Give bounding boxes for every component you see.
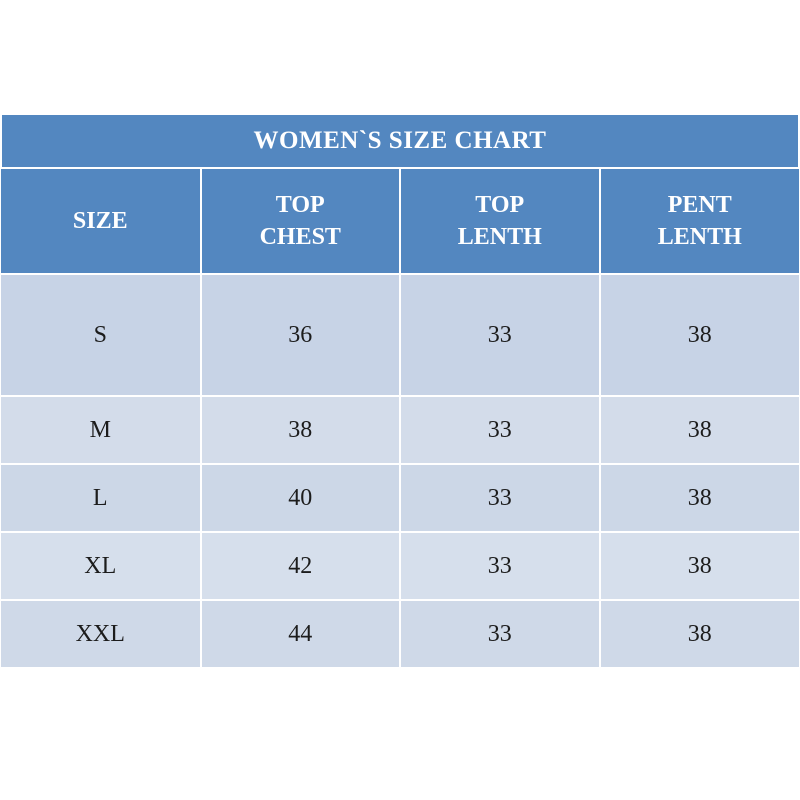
column-header-top-lenth (400, 168, 600, 274)
cell-pent-lenth: 38 (600, 396, 800, 464)
cell-pent-lenth: 38 (600, 274, 800, 396)
column-header-top-chest-line-1: TOP (275, 191, 325, 218)
cell-top-chest: 42 (201, 532, 401, 600)
cell-pent-lenth: 38 (600, 464, 800, 532)
cell-top-lenth: 33 (400, 464, 600, 532)
cell-size: S (1, 274, 201, 396)
cell-top-chest: 36 (201, 274, 401, 396)
column-header-pent-lenth-line-2: LENTH (657, 224, 742, 250)
column-header-top-lenth-line-1: TOP (475, 191, 525, 218)
cell-size: L (1, 464, 201, 532)
cell-pent-lenth: 38 (600, 532, 800, 600)
cell-top-chest: 44 (201, 600, 401, 667)
table-row (1, 600, 799, 667)
table-row (1, 396, 799, 464)
cell-top-chest: 38 (201, 396, 401, 464)
table-row (1, 464, 799, 532)
cell-top-lenth: 33 (400, 600, 600, 667)
table-header-row (1, 168, 799, 274)
cell-size: XL (1, 532, 201, 600)
chart-title: WOMEN`S SIZE CHART (1, 114, 799, 168)
cell-size: XXL (1, 600, 201, 667)
size-chart-table (0, 113, 800, 667)
column-header-top-chest (201, 168, 401, 274)
column-header-size-line-1: SIZE (72, 207, 128, 234)
table-row (1, 274, 799, 396)
table-title-row (1, 114, 799, 168)
cell-size: M (1, 396, 201, 464)
column-header-pent-lenth-line-1: PENT (667, 191, 732, 218)
cell-top-lenth: 33 (400, 396, 600, 464)
cell-pent-lenth: 38 (600, 600, 800, 667)
column-header-size (1, 168, 201, 274)
column-header-pent-lenth (600, 168, 800, 274)
cell-top-lenth: 33 (400, 532, 600, 600)
size-chart-container (0, 113, 800, 667)
table-row (1, 532, 799, 600)
cell-top-chest: 40 (201, 464, 401, 532)
cell-top-lenth: 33 (400, 274, 600, 396)
column-header-top-lenth-line-2: LENTH (457, 224, 542, 250)
column-header-top-chest-line-2: CHEST (259, 224, 341, 250)
